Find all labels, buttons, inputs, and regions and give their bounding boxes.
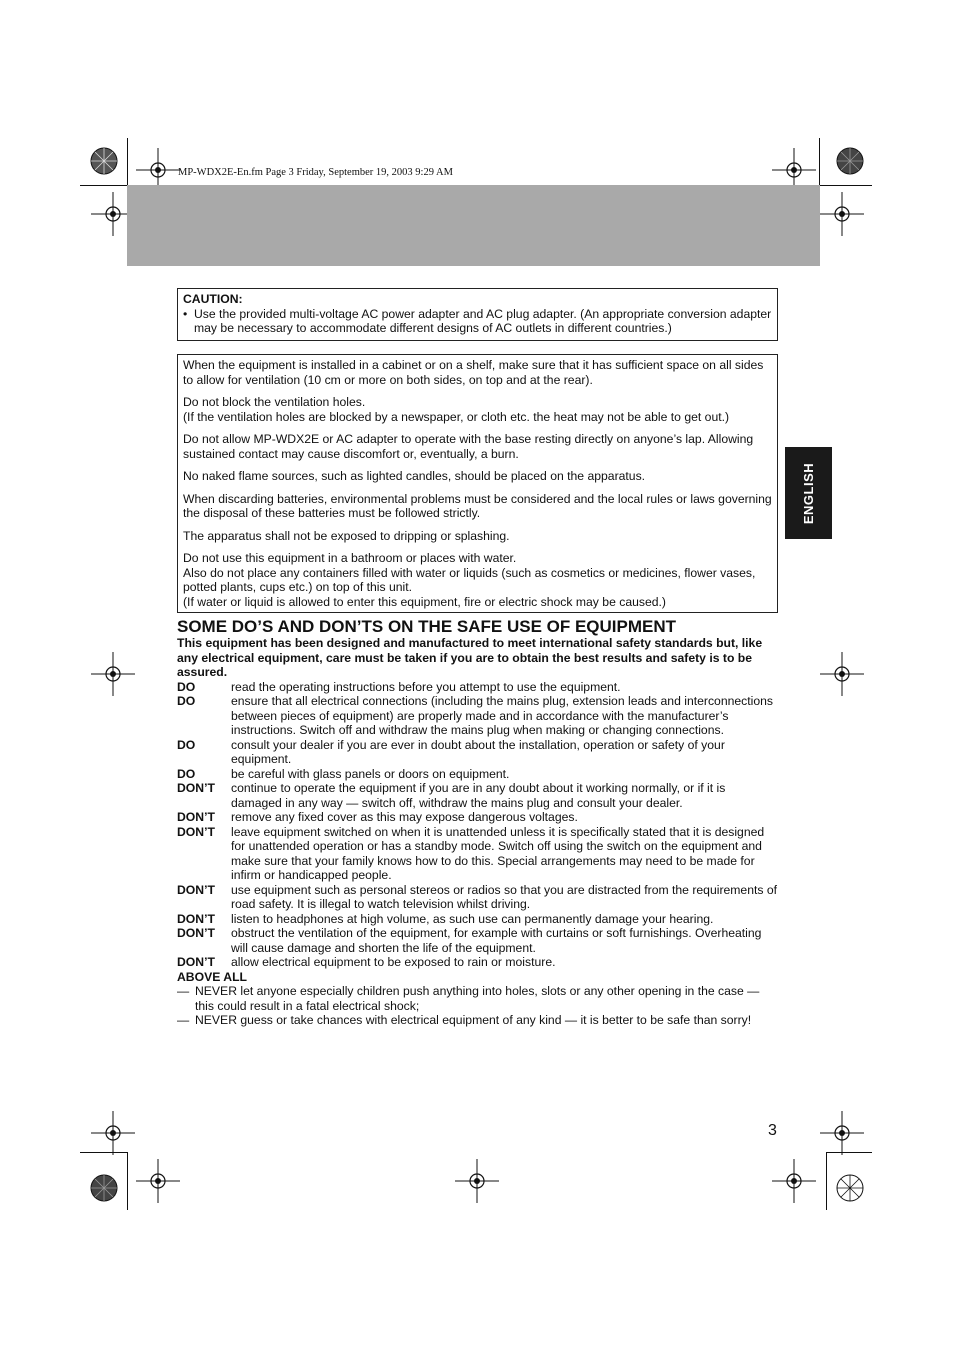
above-all-text: NEVER let anyone especially children push anything into holes, slots or any other opening in the case — this could result in a fatal electrical shock; [195, 984, 760, 1013]
registration-mark-icon [820, 652, 864, 696]
warning-line: Do not block the ventilation holes. [183, 395, 366, 409]
above-all-item [177, 984, 777, 1013]
rule-text: listen to headphones at high volume, as such use can permanently damage your hearing. [231, 911, 714, 926]
rule-item [177, 738, 777, 767]
file-info-header: MP-WDX2E-En.fm Page 3 Friday, September 19, 2003 9:29 AM [178, 167, 453, 178]
registration-mark-icon [136, 1159, 180, 1203]
warning-line: (If water or liquid is allowed to enter this equipment, fire or electric shock may be caused.) [183, 594, 666, 609]
rule-text: allow electrical equipment to be exposed to rain or moisture. [231, 955, 556, 969]
rule-item [177, 825, 777, 883]
caution-box [177, 288, 778, 341]
crop-line [127, 138, 128, 185]
rule-item [177, 955, 777, 970]
caution-item [183, 307, 772, 336]
warnings-box [177, 354, 778, 613]
rules-list [177, 680, 777, 970]
warning-paragraph: When the equipment is installed in a cabinet or on a shelf, make sure that it has sufficient space on all sides to allow for ventilation (10 cm or more on both sides, on top and at the rear). [183, 358, 764, 387]
rule-text: ensure that all electrical connections (including the mains plug, extension leads and interconnections between pieces of equipment) are properly made and in accordance with the manufacturer’s instructions. Switch off and withdraw the mains plug when making or changing connections. [231, 694, 773, 737]
rule-text: consult your dealer if you are ever in doubt about the installation, operation or safety of your equipment. [231, 737, 725, 766]
rule-key: DON’T [177, 911, 215, 926]
rule-text: use equipment such as personal stereos or radios so that you are distracted from the requirements of road safety. It is illegal to watch television whilst driving. [231, 882, 778, 911]
registration-mark-icon [91, 652, 135, 696]
rule-item [177, 767, 777, 782]
crop-line [826, 1152, 827, 1210]
warning-paragraph [183, 395, 772, 424]
registration-mark-icon [91, 1111, 135, 1155]
rule-item [177, 912, 777, 927]
starburst-target-icon [90, 1174, 118, 1202]
crop-line [127, 1152, 128, 1210]
caution-text: Use the provided multi-voltage AC power adapter and AC plug adapter. (An appropriate conversion adapter may be necessary to accommodate different designs of AC outlets in different countries.) [194, 306, 772, 335]
warning-paragraph: The apparatus shall not be exposed to dripping or splashing. [183, 528, 510, 543]
dash: — [177, 1013, 190, 1027]
rule-text: be careful with glass panels or doors on equipment. [231, 766, 510, 781]
rule-key: DON’T [177, 781, 215, 795]
language-tab-label: ENGLISH [801, 462, 817, 524]
rule-key: DON’T [177, 810, 215, 824]
rule-key: DO [177, 737, 196, 752]
registration-mark-icon [820, 192, 864, 236]
rule-key: DO [177, 766, 196, 781]
section-title: SOME DO’S AND DON’TS ON THE SAFE USE OF EQUIPMENT [177, 617, 677, 636]
warning-line: Also do not place any containers filled with water or liquids (such as cosmetics or medicines, flower vases, potted plants, cups etc.) on top of this unit. [183, 565, 756, 594]
bullet: • [183, 306, 188, 321]
rule-item [177, 810, 777, 825]
rule-item [177, 694, 777, 738]
language-tab [785, 447, 832, 539]
starburst-target-icon [90, 147, 118, 175]
registration-mark-icon [455, 1159, 499, 1203]
rule-text: remove any fixed cover as this may expose dangerous voltages. [231, 810, 578, 824]
above-all-item [177, 1013, 777, 1028]
rule-item [177, 680, 777, 695]
above-all-text: NEVER guess or take chances with electrical equipment of any kind — it is better to be safe than sorry! [195, 1013, 752, 1027]
dos-and-donts-section [177, 617, 777, 1028]
section-intro: This equipment has been designed and manufactured to meet international safety standards but, like any electrical equipment, care must be taken if you are to obtain the best results and safety is to be assured. [177, 636, 763, 679]
warning-line: (If the ventilation holes are blocked by a newspaper, or cloth etc. the heat may not be able to get out.) [183, 409, 730, 424]
rule-key: DO [177, 679, 196, 694]
warning-paragraph: Do not allow MP-WDX2E or AC adapter to operate with the base resting directly on anyone’s lap. Allowing sustained contact may cause discomfort or, eventually, a burn. [183, 432, 754, 461]
caution-title: CAUTION: [183, 292, 243, 306]
rule-key: DO [177, 694, 196, 708]
rule-key: DON’T [177, 926, 215, 940]
registration-mark-icon [820, 1111, 864, 1155]
registration-mark-icon [772, 1159, 816, 1203]
rule-key: DON’T [177, 882, 215, 897]
rule-item [177, 781, 777, 810]
crop-line [80, 185, 128, 186]
crop-line [819, 138, 820, 185]
rule-text: continue to operate the equipment if you are in any doubt about it working normally, or if it is damaged in any way — switch off, withdraw the mains plug and consult your dealer. [231, 781, 726, 810]
rule-text: read the operating instructions before you attempt to use the equipment. [231, 679, 621, 694]
rule-key: DON’T [177, 955, 215, 969]
starburst-target-icon [836, 147, 864, 175]
warning-paragraph: When discarding batteries, environmental problems must be considered and the local rules or laws governing the disposal of these batteries must be followed strictly. [183, 491, 772, 520]
rule-key: DON’T [177, 824, 215, 839]
starburst-target-icon [836, 1174, 864, 1202]
crop-line [819, 185, 872, 186]
warning-paragraph: No naked flame sources, such as lighted candles, should be placed on the apparatus. [183, 469, 646, 483]
dash: — [177, 984, 190, 998]
rule-text: obstruct the ventilation of the equipment, for example with curtains or soft furnishings. Overheating will cause damage and shorten the life of the equipment. [231, 926, 762, 955]
rule-item [177, 883, 777, 912]
rule-text: leave equipment switched on when it is unattended unless it is specifically stated that it is designed for unattended operation or has a standby mode. Switch off using the switch on the equipment and make sure that your family knows how to do this. Special arrangements may need to be made for infirm or handicapped people. [231, 824, 765, 882]
above-all-title: ABOVE ALL [177, 969, 247, 984]
warning-paragraph [183, 551, 772, 609]
header-band [127, 185, 820, 266]
rule-item [177, 926, 777, 955]
page-number: 3 [768, 1122, 777, 1139]
warning-line: Do not use this equipment in a bathroom or places with water. [183, 551, 517, 565]
